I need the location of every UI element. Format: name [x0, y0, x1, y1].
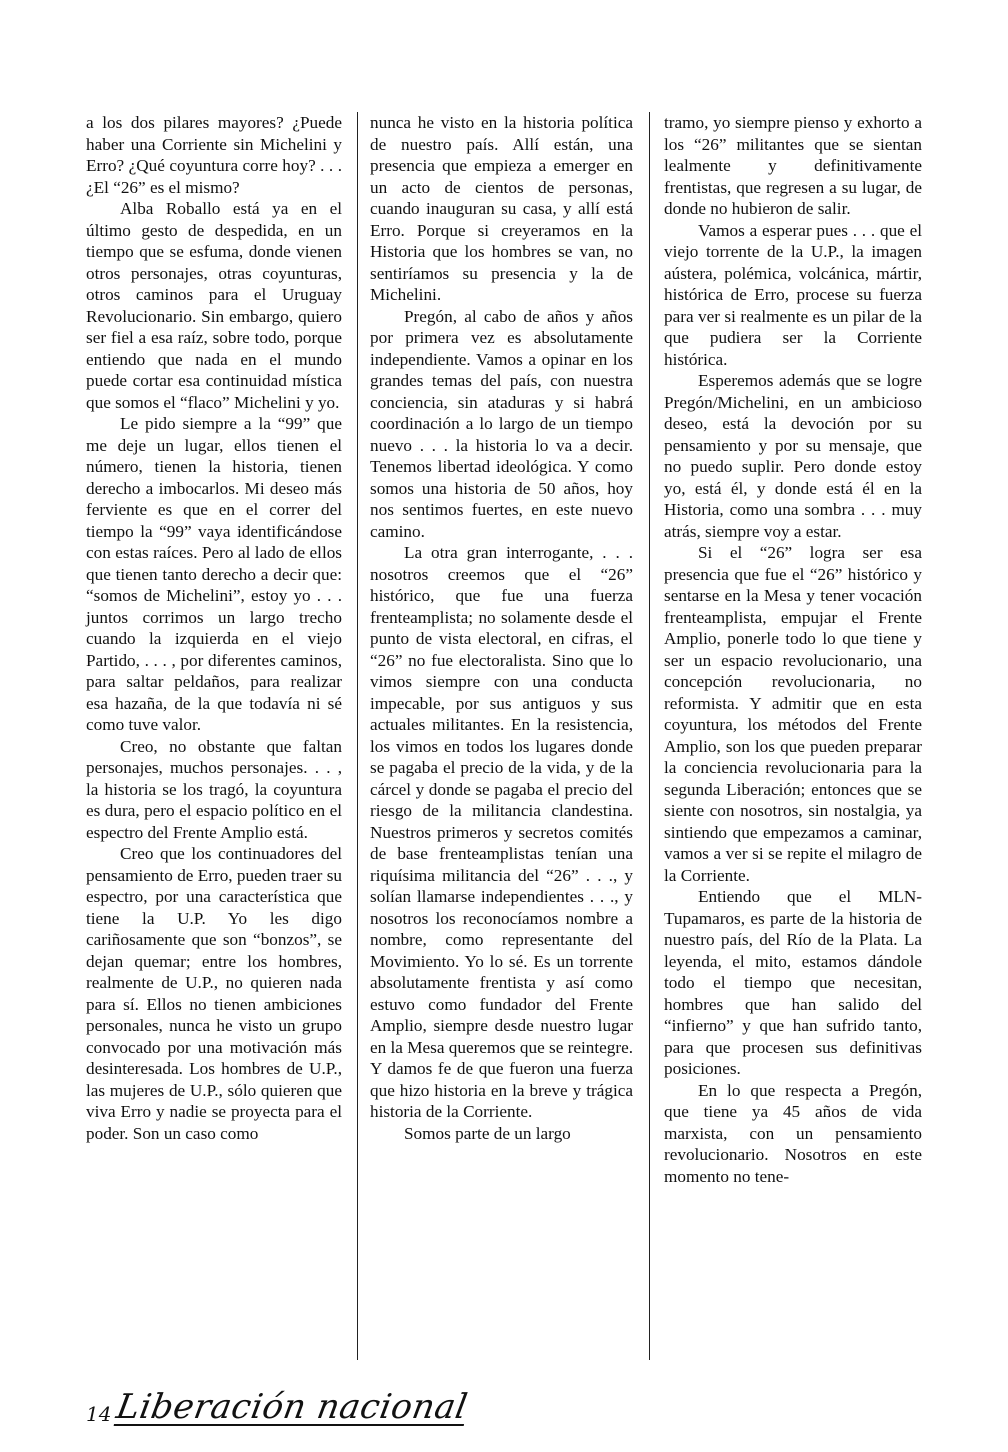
- paragraph: nunca he visto en la historia política de nuestro país. Allí están, una presencia que empieza a emerger en un acto de cientos de personas, cuando inauguran su casa, y allí está Erro. Porque si creyeramos en la Historia que los hombres se van, no sentiríamos su presencia y la de Michelini.: [370, 113, 633, 304]
- article-column-2: [370, 112, 633, 1144]
- column-divider: [357, 112, 358, 1360]
- paragraph: Esperemos además que se logre Pregón/Michelini, en un ambicioso deseo, está la devoción por su pensamiento y por su mensaje, que no puedo suplir. Pero donde estoy yo, está él, y donde está él en la Historia, como una sombra . . . muy atrás, siempre voy a estar.: [664, 371, 922, 541]
- paragraph: Le pido siempre a la “99” que me deje un lugar, ellos tienen el número, tienen la historia, tienen derecho a imbocarlos. Mi deseo más ferviente es que en el correr del tiempo la “99” vaya identificándose con estas raíces. Pero al lado de ellos que tienen tanto derecho a decir que: “somos de Michelini”, estoy yo . . . juntos corrimos un largo trecho cuando la izquierda en el viejo Partido, . . . , por diferentes caminos, para saltar peldaños, para realizar esa hazaña, de la que todavía ni sé como tuve valor.: [86, 414, 342, 734]
- paragraph: En lo que respecta a Pregón, que tiene ya 45 años de vida marxista, con un pensamiento revolucionario. Nosotros en este momento no tene-: [664, 1080, 922, 1186]
- paragraph: Vamos a esperar pues . . . que el viejo torrente de la U.P., la imagen aústera, polémica, volcánica, mártir, histórica de Erro, procese su fuerza para ver si realmente es un pilar de la que pudiera ser la Corriente histórica.: [664, 220, 922, 369]
- column-divider: [649, 112, 650, 1360]
- paragraph: tramo, yo siempre pienso y exhorto a los “26” militantes que se sientan lealmente y definitivamente frentistas, que regresen a su lugar, de donde no hubieron de salir.: [664, 113, 922, 218]
- paragraph: La otra gran interrogante, . . . nosotros creemos que el “26” histórico, que fue una fuerza frenteamplista; no solamente desde el punto de vista electoral, en cifras, el “26” no fue electoralista. Sino que lo vimos siempre con una conducta impecable, por sus antiguos y sus actuales militantes. En la resistencia, los vimos en todos los lugares donde se pagaba el precio de la vida, y de la cárcel y donde se pagaba el precio del riesgo de la militancia clandestina. Nuestros primeros y secretos comités de base frenteamplistas tenían una riquísima militancia del “26” . . ., y solían llamarse independientes . . ., y nosotros los reconocíamos nombre a nombre, como representante del Movimiento. Yo lo sé. Es un torrente absolutamente frentista y así como estuvo como fundador del Frente Amplio, siempre desde nuestro lugar en la Mesa queremos que se reintegre. Y damos fe de que fueron una fuerza que hizo historia en la breve y trágica historia de la Corriente.: [370, 543, 633, 1121]
- paragraph: Somos parte de un largo: [404, 1123, 571, 1143]
- article-column-1: [86, 112, 342, 1144]
- paragraph: Pregón, al cabo de años y años por primera vez es absolutamente independiente. Vamos a opinar en los grandes temas del país, con nuestra conciencia, sin ataduras y si habrá coordinación a lo largo de un tiempo nuevo . . . la historia lo va a decir. Tenemos libertad ideológica. Y como somos una historia de 50 años, hoy nos sentimos fuertes, en este nuevo camino.: [370, 306, 633, 541]
- paragraph: Entiendo que el MLN-Tupamaros, es parte de la historia de nuestro país, del Río de la Plata. La leyenda, el mito, estamos dándole todo el tiempo que necesitan, hombres que han salido del “infierno” y que han sufrido tanto, para que procesen sus definitivas posiciones.: [664, 887, 922, 1078]
- paragraph: Si el “26” logra ser esa presencia que fue el “26” histórico y sentarse en la Mesa y tener vocación frenteamplista, empujar el Frente Amplio, ponerle todo lo que tiene y ser un espacio revolucionario, una concepción revolucionaria, no reformista. Y admitir que en esta coyuntura, los métodos del Frente Amplio, son los que pueden preparar la conciencia revolucionaria para la segunda Liberación; entonces que se siente con nosotros, sin nostalgia, ya sintiendo que empezamos a caminar, vamos a ver si se repite el milagro de la Corriente.: [664, 543, 922, 885]
- article-column-3: [664, 112, 922, 1187]
- publication-masthead: Liberación nacional: [113, 1387, 472, 1427]
- page-footer: [86, 1376, 472, 1427]
- paragraph: Creo, no obstante que faltan personajes, muchos personajes. . . , la historia se los tragó, la coyuntura es dura, pero el espacio político en el espectro del Frente Amplio está.: [86, 736, 342, 842]
- paragraph: Alba Roballo está ya en el último gesto de despedida, en un tiempo que se esfuma, donde vienen otros personajes, otras coyunturas, otros caminos para el Uruguay Revolucionario. Sin embargo, quiero ser fiel a esa raíz, sobre todo, porque entiendo que nada en el mundo puede cortar esa continuidad mística que somos el “flaco” Michelini y yo.: [86, 199, 342, 412]
- paragraph: a los dos pilares mayores? ¿Puede haber una Corriente sin Michelini y Erro? ¿Qué coyuntura corre hoy? . . . ¿El “26” es el mismo?: [86, 113, 342, 197]
- page-number: 14: [86, 1402, 112, 1426]
- paragraph: Creo que los continuadores del pensamiento de Erro, pueden traer su espectro, por una característica que tiene la U.P. Yo les digo cariñosamente que son “bonzos”, se dejan quemar; entre los hombres, realmente de U.P., no quieren nada para sí. Ellos no tienen ambiciones personales, nunca he visto un grupo convocado por una motivación más desinteresada. Los hombres de U.P., las mujeres de U.P., sólo quieren que viva Erro y nadie se proyecta para el poder. Son un caso como: [86, 844, 342, 1143]
